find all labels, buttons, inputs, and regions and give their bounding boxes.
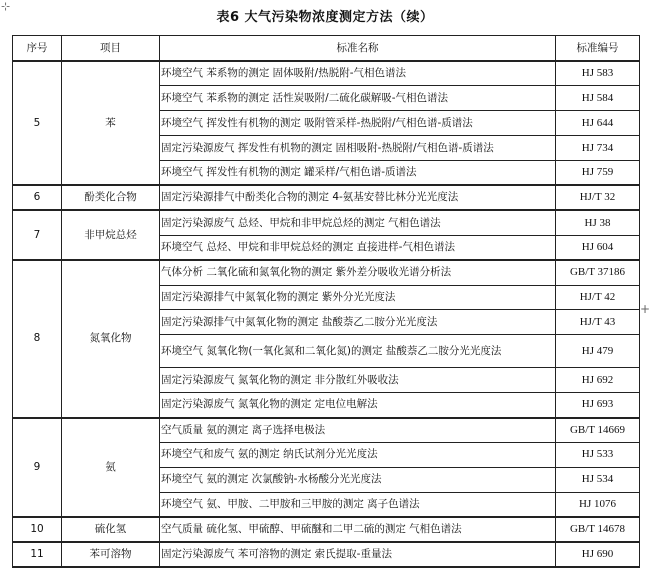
cell-standard-code: HJ 1076 [556, 492, 640, 517]
cell-standard-code: HJ 734 [556, 136, 640, 161]
header-row [13, 36, 640, 62]
cell-standard-name: 固定污染源排气中酚类化合物的测定 4-氨基安替比林分光光度法 [160, 185, 556, 210]
cell-standard-name: 环境空气 氮氧化物(一氧化氮和二氧化氮)的测定 盐酸萘乙二胺分光光度法 [160, 335, 556, 368]
cell-standard-name: 环境空气 氨的测定 次氯酸钠-水杨酸分光光度法 [160, 467, 556, 492]
table-row [13, 210, 640, 235]
header-code: 标准编号 [556, 36, 640, 62]
cell-standard-name: 固定污染源排气中氮氧化物的测定 紫外分光光度法 [160, 285, 556, 310]
cell-seq: 5 [13, 61, 62, 185]
cell-standard-name: 固定污染源废气 氮氧化物的测定 非分散红外吸收法 [160, 368, 556, 393]
standards-table [12, 35, 640, 568]
cell-seq: 8 [13, 260, 62, 417]
cell-standard-name: 环境空气和废气 氨的测定 纳氏试剂分光光度法 [160, 442, 556, 467]
cell-standard-name: 环境空气 挥发性有机物的测定 吸附管采样-热脱附/气相色谱-质谱法 [160, 111, 556, 136]
cell-item: 非甲烷总烃 [62, 210, 160, 260]
cell-standard-code: HJ 479 [556, 335, 640, 368]
cell-item: 苯 [62, 61, 160, 185]
cell-standard-name: 固定污染源废气 氮氧化物的测定 定电位电解法 [160, 393, 556, 418]
table-row [13, 185, 640, 210]
cell-item: 酚类化合物 [62, 185, 160, 210]
cell-standard-code: HJ 604 [556, 235, 640, 260]
cell-standard-name: 环境空气 氨、甲胺、二甲胺和三甲胺的测定 离子色谱法 [160, 492, 556, 517]
cell-standard-name: 环境空气 苯系物的测定 固体吸附/热脱附-气相色谱法 [160, 61, 556, 86]
right-edge-mark: + [639, 302, 650, 316]
cell-standard-name: 环境空气 挥发性有机物的测定 罐采样/气相色谱-质谱法 [160, 161, 556, 186]
cell-standard-name: 固定污染源排气中氮氧化物的测定 盐酸萘乙二胺分光光度法 [160, 310, 556, 335]
cell-seq: 9 [13, 418, 62, 518]
table-row [13, 260, 640, 285]
cell-standard-code: HJ/T 42 [556, 285, 640, 310]
cell-item: 氨 [62, 418, 160, 518]
cell-standard-code: GB/T 14669 [556, 418, 640, 443]
cell-standard-code: GB/T 14678 [556, 517, 640, 542]
cell-item: 硫化氢 [62, 517, 160, 542]
corner-mark: ⊹ [1, 0, 11, 13]
cell-standard-name: 固定污染源废气 总烃、甲烷和非甲烷总烃的测定 气相色谱法 [160, 210, 556, 235]
cell-standard-code: HJ/T 32 [556, 185, 640, 210]
cell-standard-name: 固定污染源废气 苯可溶物的测定 索氏提取-重量法 [160, 542, 556, 567]
table-row [13, 61, 640, 86]
cell-standard-code: HJ 584 [556, 86, 640, 111]
cell-standard-name: 空气质量 氨的测定 离子选择电极法 [160, 418, 556, 443]
cell-item: 氮氧化物 [62, 260, 160, 417]
cell-standard-name: 固定污染源废气 挥发性有机物的测定 固相吸附-热脱附/气相色谱-质谱法 [160, 136, 556, 161]
cell-seq: 11 [13, 542, 62, 567]
header-seq: 序号 [13, 36, 62, 62]
cell-standard-code: HJ 690 [556, 542, 640, 567]
table-row [13, 517, 640, 542]
cell-standard-code: HJ 583 [556, 61, 640, 86]
cell-standard-name: 气体分析 二氧化硫和氮氧化物的测定 紫外差分吸收光谱分析法 [160, 260, 556, 285]
cell-seq: 6 [13, 185, 62, 210]
header-item: 项目 [62, 36, 160, 62]
cell-standard-code: HJ 533 [556, 442, 640, 467]
cell-standard-code: HJ 693 [556, 393, 640, 418]
cell-standard-name: 环境空气 总烃、甲烷和非甲烷总烃的测定 直接进样-气相色谱法 [160, 235, 556, 260]
cell-standard-code: HJ 644 [556, 111, 640, 136]
table-title: 表6 大气污染物浓度测定方法（续） [216, 10, 434, 25]
cell-standard-name: 环境空气 苯系物的测定 活性炭吸附/二硫化碳解吸-气相色谱法 [160, 86, 556, 111]
cell-standard-code: HJ 38 [556, 210, 640, 235]
cell-standard-code: HJ 692 [556, 368, 640, 393]
cell-standard-name: 空气质量 硫化氢、甲硫醇、甲硫醚和二甲二硫的测定 气相色谱法 [160, 517, 556, 542]
table-row [13, 418, 640, 443]
cell-standard-code: HJ 759 [556, 161, 640, 186]
table-row [13, 542, 640, 567]
cell-standard-code: GB/T 37186 [556, 260, 640, 285]
cell-seq: 10 [13, 517, 62, 542]
table-body [13, 61, 640, 567]
cell-standard-code: HJ/T 43 [556, 310, 640, 335]
cell-seq: 7 [13, 210, 62, 260]
cell-standard-code: HJ 534 [556, 467, 640, 492]
cell-item: 苯可溶物 [62, 542, 160, 567]
header-name: 标准名称 [160, 36, 556, 62]
